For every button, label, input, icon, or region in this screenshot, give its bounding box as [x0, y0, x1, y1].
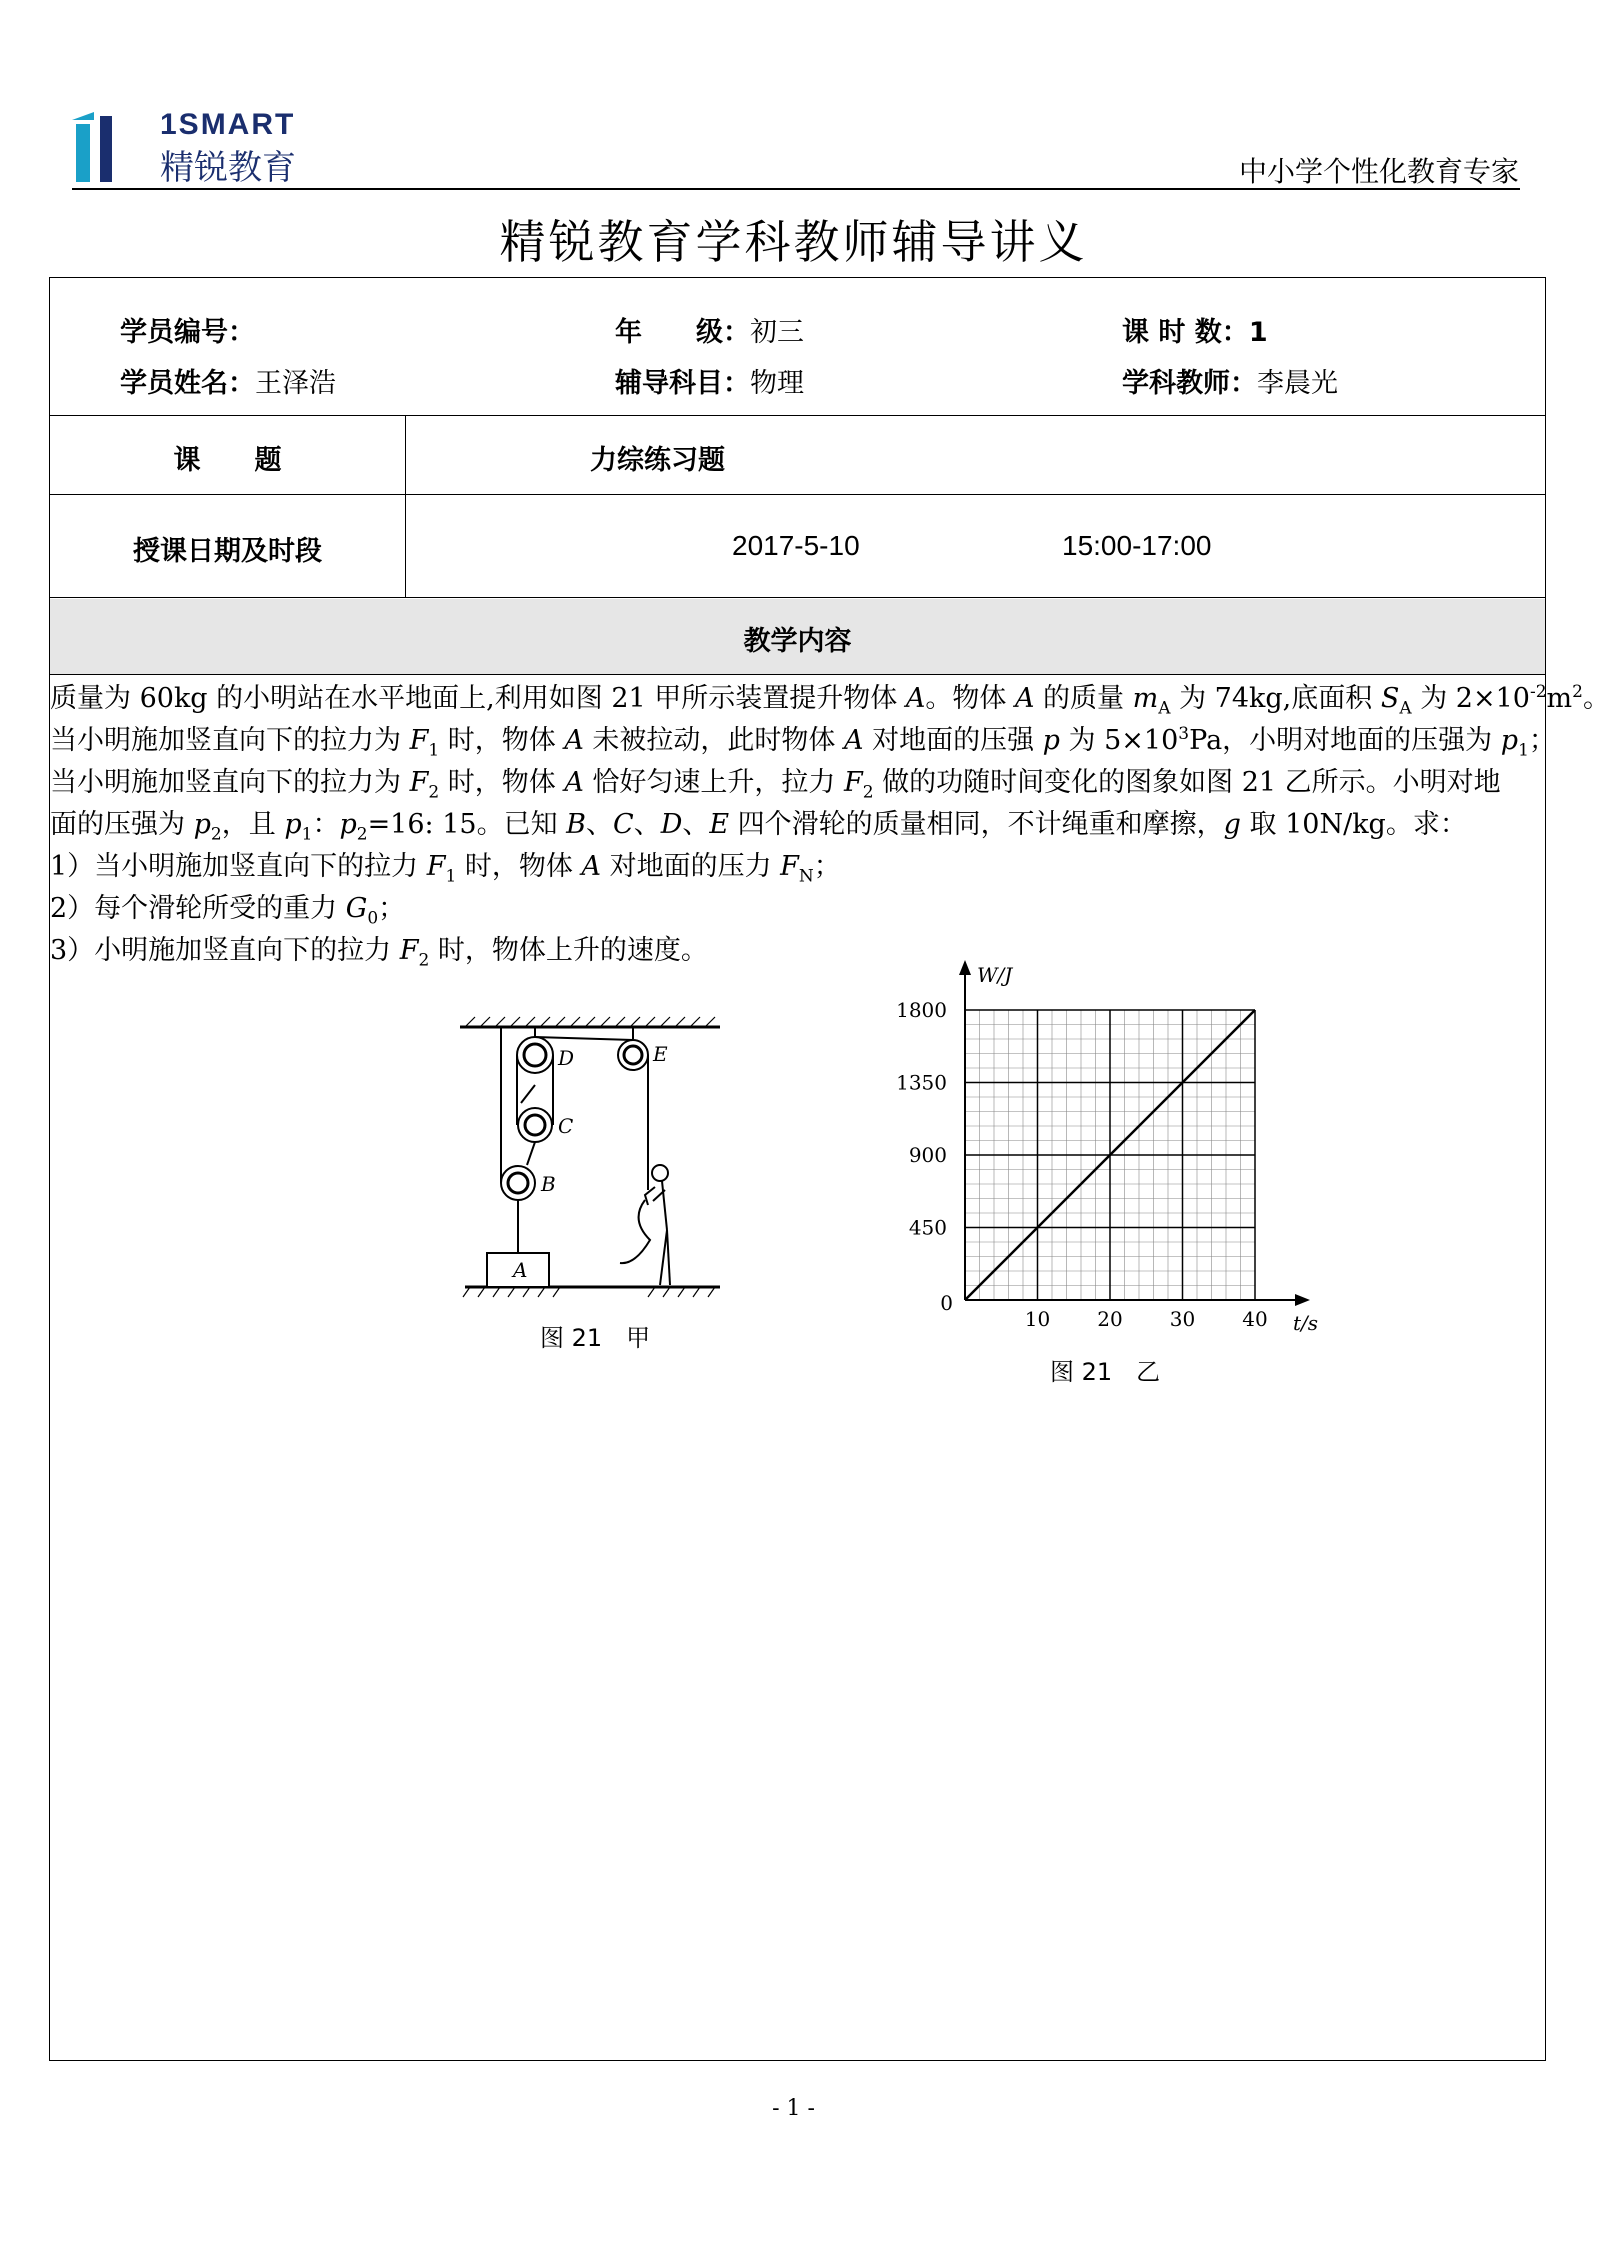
- student-id-label: 学员编号：: [120, 317, 255, 348]
- student-name-label: 学员姓名：: [120, 368, 255, 399]
- pulley-diagram: [455, 1015, 735, 1305]
- y-tick-label: 1350: [896, 1070, 947, 1095]
- hours-value: 1: [1248, 317, 1268, 348]
- problem-line-3: 当小明施加竖直向下的拉力为 $F_2$ 时，物体 A 恰好匀速上升，拉力 $F_2$ 做的功随时间变化的图象如图 21 乙所示。小明对地: [50, 767, 1501, 803]
- table-divider: [405, 415, 406, 597]
- teacher-value: 李晨光: [1257, 368, 1338, 399]
- question-1: 1）当小明施加竖直向下的拉力 $F_1$ 时，物体 A 对地面的压力 $F_N$；: [50, 851, 841, 887]
- grade-label: 年 级：: [615, 317, 750, 348]
- x-axis-label: t/s: [1293, 1311, 1319, 1335]
- table-divider: [49, 494, 1546, 495]
- y-tick-label: 450: [908, 1215, 947, 1240]
- date-label: 授课日期及时段: [133, 536, 322, 567]
- problem-line-4: 面的压强为 $p_2$，且 $p_1$：$p_2=16$: 15。已知 B、C、D、E 四个滑轮的质量相同，不计绳重和摩擦，g 取 10N/kg。求：: [50, 809, 1467, 845]
- x-tick-label: 30: [1169, 1307, 1196, 1331]
- brand-name-cn: 精锐教育: [160, 148, 296, 188]
- subject: [615, 361, 804, 400]
- time-value: 15:00-17:00: [1062, 530, 1212, 561]
- problem-line-2: 当小明施加竖直向下的拉力为 $F_1$ 时，物体 A 未被拉动，此时物体 A 对地面的压强 p 为 $5\times 10^3Pa$，小明对地面的压强为 $p_1$；: [50, 724, 1556, 761]
- slogan: 中小学个性化教育专家: [1238, 155, 1519, 188]
- y-tick-label: 1800: [896, 998, 947, 1022]
- subject-label: 辅导科目：: [615, 368, 750, 399]
- label-D: D: [558, 1046, 575, 1070]
- page-title: 精锐教育学科教师辅导讲义: [499, 215, 1088, 269]
- student-name: [120, 361, 336, 400]
- origin-label: 0: [940, 1291, 953, 1315]
- x-tick-label: 40: [1242, 1307, 1268, 1331]
- teacher: [1122, 361, 1338, 400]
- label-E: E: [653, 1042, 668, 1066]
- page-number: - 1 -: [772, 2096, 815, 2121]
- table-divider: [49, 415, 1546, 416]
- y-tick-label: 900: [908, 1143, 947, 1167]
- x-axis-arrow: [1295, 1294, 1310, 1306]
- x-tick-label: 10: [1024, 1307, 1051, 1331]
- table-divider: [49, 597, 1546, 598]
- topic-value: 力综练习题: [590, 445, 725, 476]
- label-A: A: [513, 1258, 528, 1282]
- student-id: [120, 310, 255, 349]
- student-name-value: 王泽浩: [255, 368, 336, 399]
- problem-line-1: 质量为 60kg 的小明站在水平地面上,利用如图 21 甲所示装置提升物体 A。物体 A 的质量 $m_A$ 为 74kg,底面积 $S_A$ 为 $2\times 10^{-2}m^2$。: [50, 682, 1610, 719]
- work-time-chart: [860, 955, 1320, 1335]
- grade-value: 初三: [750, 317, 804, 348]
- x-tick-label: 20: [1097, 1307, 1123, 1331]
- header-divider: [72, 188, 1520, 190]
- date-value: 2017-5-10: [732, 530, 860, 561]
- figure-1-caption: 图 21 甲: [540, 1324, 651, 1352]
- hours: [1122, 310, 1268, 349]
- teacher-label: 学科教师：: [1122, 368, 1257, 399]
- brand-name-en: 1SMART: [160, 108, 296, 141]
- y-axis-label: W/J: [977, 963, 1013, 987]
- grade: [615, 310, 804, 349]
- question-3: 3）小明施加竖直向下的拉力 $F_2$ 时，物体上升的速度。: [50, 935, 708, 971]
- table-divider: [49, 674, 1546, 675]
- subject-value: 物理: [750, 368, 804, 399]
- label-B: B: [541, 1172, 556, 1196]
- figure-2-caption: 图 21 乙: [1050, 1358, 1161, 1386]
- logo-icon: [72, 112, 112, 182]
- label-C: C: [558, 1114, 574, 1138]
- y-axis-arrow: [959, 960, 971, 975]
- question-2: 2）每个滑轮所受的重力 $G_0$；: [50, 893, 406, 929]
- topic-label: 课 题: [173, 445, 282, 476]
- content-header: 教学内容: [743, 626, 852, 657]
- hours-label: 课 时 数：: [1122, 317, 1249, 348]
